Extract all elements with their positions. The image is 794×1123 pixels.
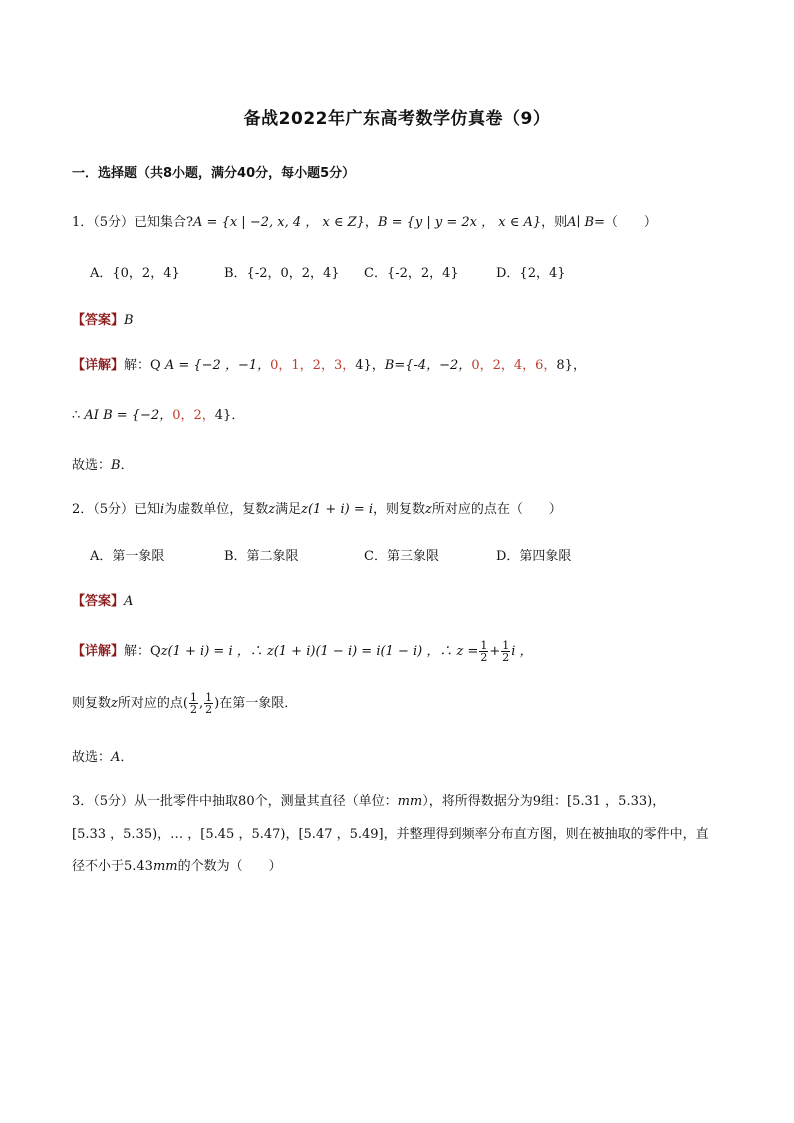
q2-f2-num: 1 [502, 639, 510, 652]
q3-l3-a: 径不小于5.43 [72, 859, 153, 874]
q2-m2: 满足 [275, 502, 302, 517]
q2-d1-end: i ， [511, 644, 533, 659]
q2-py-num: 1 [205, 691, 213, 704]
q1-d2-b: AI B = {−2， [84, 408, 173, 423]
q2-fraction-2 [501, 640, 510, 663]
q2-point-y [204, 692, 213, 715]
q2-z-3: z [111, 696, 118, 711]
q1-d1-f: 8}， [556, 358, 586, 373]
q2-d1-a: 解： [124, 644, 151, 659]
section-heading: 一．选择题（共8小题，满分40分，每小题5分） [72, 166, 356, 181]
q2-m1: 为虚数单位，复数 [164, 502, 269, 517]
q3-unit: mm [397, 794, 423, 809]
q1-d1-e: B={-4，−2， [384, 358, 472, 373]
detail-tag-2: 【详解】 [72, 644, 125, 659]
q2-option-d: D．第四象限 [496, 549, 572, 564]
q2-eq: z(1 + i) = i [301, 502, 374, 517]
q2-d2-b: 所对应的点 [117, 696, 183, 711]
answer-tag: 【答案】 [72, 313, 125, 328]
q2-answer-value: A [124, 594, 134, 609]
q2-rparen: ) [214, 696, 220, 711]
q1-glyph: ? [186, 215, 194, 230]
q2-detail-line-1 [72, 640, 533, 664]
page-title: 备战2022年广东高考数学仿真卷（9） [243, 109, 551, 129]
q2-plus: + [489, 644, 501, 659]
q1-prefix: 1．（5分）已知集合 [72, 215, 187, 230]
q2-final [72, 748, 133, 768]
q1-set-b: B = {y | y = 2x ， x ∈ A} [377, 215, 542, 230]
q1-final-value: B [111, 458, 121, 473]
q1-answer [72, 311, 134, 331]
q2-f2-den: 2 [502, 651, 510, 664]
q2-comma: , [198, 696, 204, 711]
q2-z-2: z [425, 502, 432, 517]
q3-unit-2: mm [152, 859, 178, 874]
q2-py-den: 2 [205, 703, 213, 716]
q2-point-x [189, 692, 198, 715]
q3-l1-b: ），将所得数据分为9组：[5.31 ，5.33)， [422, 794, 666, 809]
q1-d1-red-1: 0，1，2，3， [270, 358, 356, 373]
q2-option-b: B．第二象限 [224, 549, 299, 564]
q3-l3-b: 的个数为（ ） [177, 859, 282, 874]
q2-m3: ，则复数 [373, 502, 426, 517]
q1-detail-line-2 [72, 406, 244, 426]
question-3-line-1 [72, 792, 665, 812]
q1-option-a: A．{0，2，4} [90, 266, 180, 281]
q1-option-c: C．{-2，2，4} [364, 266, 459, 281]
q1-final [72, 456, 134, 476]
q2-px-num: 1 [189, 691, 197, 704]
q1-option-d: D．{2，4} [496, 266, 566, 281]
q2-answer [72, 592, 133, 612]
q2-m4: 所对应的点在（ ） [431, 502, 562, 517]
question-2 [72, 500, 562, 520]
q2-final-end: ． [120, 750, 134, 765]
q1-d1-because: Q [150, 358, 161, 373]
q2-detail-line-2 [72, 692, 297, 716]
q2-f1-num: 1 [480, 639, 488, 652]
q2-i: i [160, 502, 165, 517]
q1-paren: =（ ） [594, 215, 657, 230]
q1-answer-value: B [124, 313, 134, 328]
q2-final-value: A [111, 750, 121, 765]
q2-z: z [268, 502, 276, 517]
q1-sep: ， [364, 215, 378, 230]
answer-tag-2: 【答案】 [72, 594, 125, 609]
q2-fraction-1 [479, 640, 488, 663]
q1-d2-therefore: ∴ [72, 408, 81, 423]
q2-d2-c: 在第一象限． [219, 696, 298, 711]
q2-prefix: 2．（5分）已知 [72, 502, 161, 517]
q2-d1-c: z(1 + i) = i ，∴ z(1 + i)(1 − i) = i(1 − i) ，∴ z = [160, 644, 479, 659]
q1-d2-c: 4}． [214, 408, 245, 423]
q1-d1-a: 解： [124, 358, 151, 373]
question-1 [72, 213, 657, 233]
q2-final-label: 故选： [72, 750, 112, 765]
detail-tag: 【详解】 [72, 358, 125, 373]
q1-set-a: A = {x | −2, x, 4 ， x ∈ Z} [193, 215, 365, 230]
q1-detail-line-1 [72, 356, 586, 376]
question-3-line-3 [72, 857, 282, 877]
q1-d1-red-2: 0，2，4，6， [471, 358, 557, 373]
question-3-line-2: [5.33 ，5.35)，… ，[5.45 ，5.47)，[5.47 ，5.49]，并整理得到频率分布直方图，则在被抽取的零件中，直 [72, 827, 709, 842]
q1-d1-c: A = {−2 ，−1， [164, 358, 271, 373]
q1-expr: A∣ B [567, 215, 595, 230]
q2-px-den: 2 [189, 703, 197, 716]
q2-lparen: ( [182, 696, 188, 711]
q3-l1-a: 3．（5分）从一批零件中抽取80个，测量其直径（单位： [72, 794, 398, 809]
q1-d2-red: 0，2， [172, 408, 215, 423]
q2-f1-den: 2 [480, 651, 488, 664]
q1-final-end: ． [120, 458, 134, 473]
q2-option-c: C．第三象限 [364, 549, 439, 564]
q2-d1-because: Q [150, 644, 161, 659]
q1-final-label: 故选： [72, 458, 112, 473]
q1-d1-d: 4}， [355, 358, 385, 373]
q2-option-a: A．第一象限 [90, 549, 165, 564]
q1-option-b: B．{-2，0，2，4} [224, 266, 340, 281]
q1-tail: ，则 [541, 215, 568, 230]
q2-d2-a: 则复数 [72, 696, 112, 711]
